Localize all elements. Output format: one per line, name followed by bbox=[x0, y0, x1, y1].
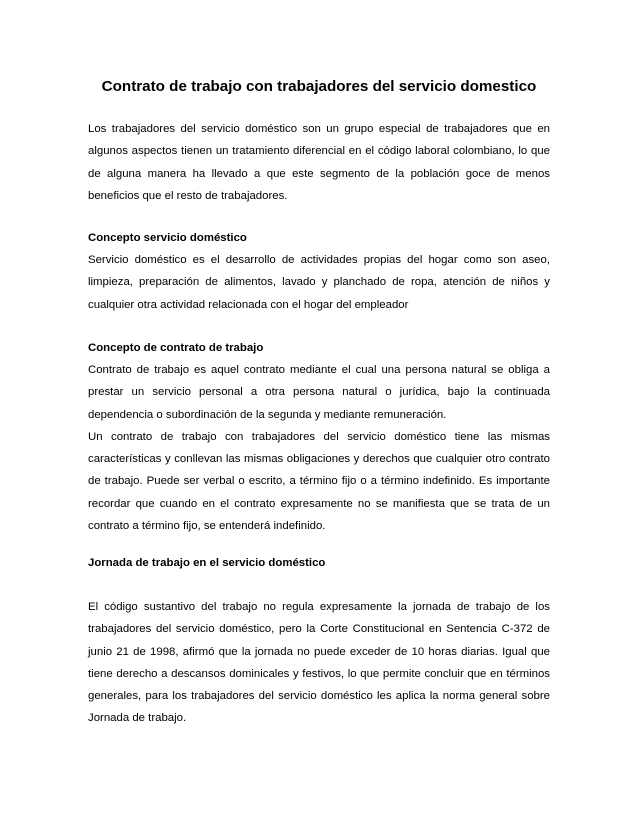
intro-paragraph: Los trabajadores del servicio doméstico son un grupo especial de trabajadores que en algunos aspectos tienen un tratamiento diferencial en el código laboral colombiano, lo que de alguna manera ha llevado a que este segmento de la población goce de menos beneficios que el resto de trabajadores. bbox=[88, 123, 550, 202]
section-concepto-servicio bbox=[88, 227, 550, 316]
intro-block bbox=[88, 118, 550, 207]
section-jornada-body bbox=[88, 596, 550, 730]
section-paragraph: Contrato de trabajo es aquel contrato mediante el cual una persona natural se obliga a prestar un servicio personal a otra persona natural o jurídica, bajo la continuada dependencia o subordinación de la segunda y mediante remuneración. bbox=[88, 364, 550, 421]
section-heading: Concepto de contrato de trabajo bbox=[88, 342, 264, 354]
section-heading: Concepto servicio doméstico bbox=[88, 232, 247, 244]
page-title: Contrato de trabajo con trabajadores del servicio domestico bbox=[101, 78, 537, 95]
section-paragraph: Servicio doméstico es el desarrollo de actividades propias del hogar como son aseo, limpieza, preparación de alimentos, lavado y planchado de ropa, atención de niños y cualquier otra actividad relacionada con el hogar del empleador bbox=[88, 254, 550, 311]
section-paragraph: El código sustantivo del trabajo no regula expresamente la jornada de trabajo de los trabajadores del servicio doméstico, pero la Corte Constitucional en Sentencia C-372 de junio 21 de 1998, afirmó que la jornada no puede exceder de 10 horas diarias. Igual que tiene derecho a descansos dominicales y festivos, lo que permite concluir que en términos generales, para los trabajadores del servicio doméstico les aplica la norma general sobre Jornada de trabajo. bbox=[88, 601, 550, 725]
section-heading: Jornada de trabajo en el servicio doméstico bbox=[88, 557, 326, 569]
section-paragraph: Un contrato de trabajo con trabajadores del servicio doméstico tiene las mismas características y conllevan las mismas obligaciones y derechos que cualquier otro contrato de trabajo. Puede ser verbal o escrito, a término fijo o a término indefinido. Es importante recordar que cuando en el contrato expresamente no se manifiesta que se trata de un contrato a término fijo, se entenderá indefinido. bbox=[88, 430, 550, 533]
section-jornada bbox=[88, 552, 550, 574]
section-concepto-contrato bbox=[88, 337, 550, 537]
